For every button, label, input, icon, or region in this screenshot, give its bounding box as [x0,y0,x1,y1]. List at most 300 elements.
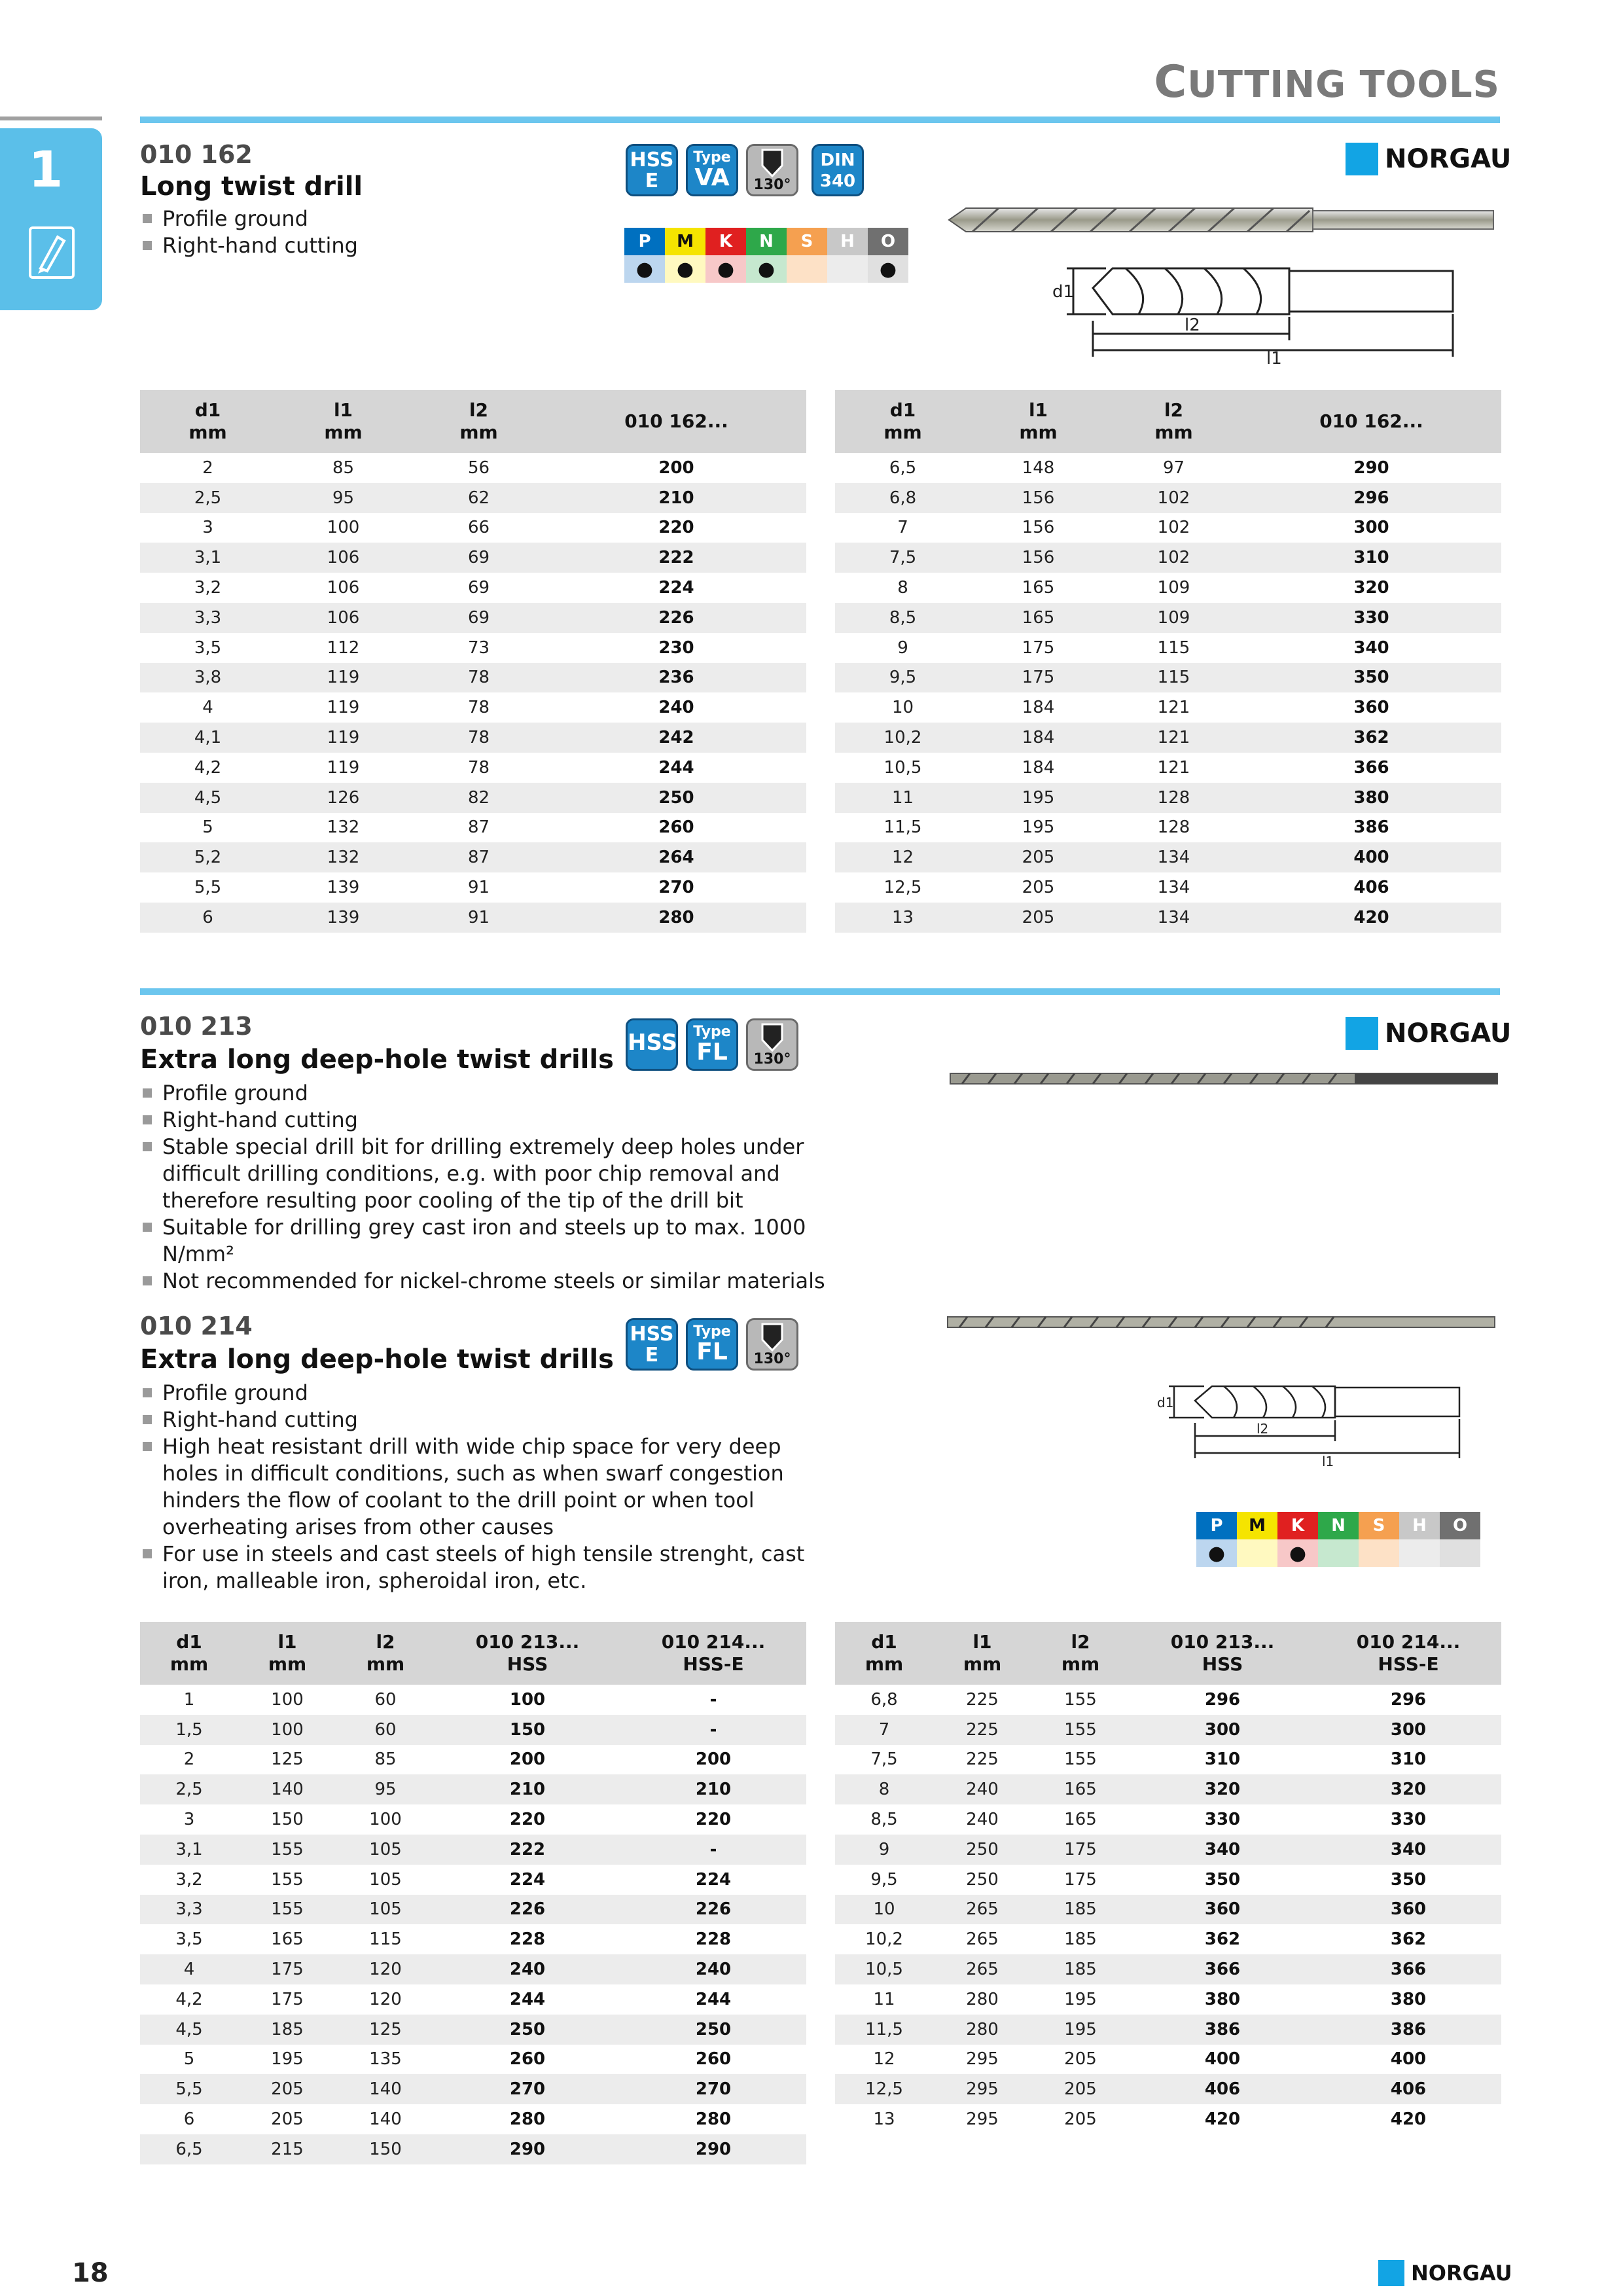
table-row [835,692,1501,723]
table-row [140,573,806,603]
table-cell: 210 [546,483,806,513]
table-row [140,1865,806,1895]
table-row [835,2015,1501,2045]
table-cell: 290 [435,2134,620,2164]
table-cell: 12,5 [835,2074,933,2104]
table-cell: 250 [620,2015,806,2045]
table-cell: 205 [1031,2074,1130,2104]
table-cell: 195 [271,2049,304,2070]
table-cell: 10 [891,698,914,718]
table-cell: 244 [658,757,694,778]
material-dot [1237,1539,1277,1567]
table-cell: 360 [1130,1895,1315,1925]
table-cell: 5 [183,2049,195,2070]
table-cell: 73 [467,637,490,658]
table-cell: 230 [658,637,694,658]
table-cell: 205 [238,2074,336,2104]
table-cell: 9,5 [870,1869,898,1890]
material-h: H [827,228,868,255]
table-cell: 165 [1031,1774,1130,1804]
table-cell: 400 [1204,2049,1241,2070]
list-item: Right-hand cutting [140,232,794,259]
table-cell: 100 [369,1810,402,1830]
table-cell: 12,5 [883,878,922,898]
col-header-code: 010 162... [546,390,806,453]
table-cell: 2 [183,1749,195,1770]
table-row [140,603,806,633]
table-cell: 102 [1106,483,1241,513]
table-row [140,2104,806,2134]
table-cell: 120 [336,1954,435,1984]
table-row [140,1984,806,2015]
material-dot: ● [1196,1539,1237,1567]
table-row [140,1954,806,1984]
table-row [140,1745,806,1775]
table-cell: 10,2 [835,723,971,753]
chapter-tab [0,128,102,310]
table-cell: 140 [238,1774,336,1804]
material-n: N [746,228,787,255]
material-p: P [1196,1512,1237,1539]
dim-l1-label: l1 [1322,1454,1334,1469]
table-cell: 185 [1031,1954,1130,1984]
col-header-d1: d1 mm [835,390,971,453]
table-row [835,1924,1501,1954]
table-row [835,633,1501,663]
list-item: Right-hand cutting [140,1107,834,1134]
table-cell: 210 [620,1774,806,1804]
table-row [140,753,806,783]
list-item: Stable special drill bit for drilling extremely deep holes under difficult drilling conditions, e.g. with poor chip removal and therefore resulting poor cooling of the tip of the drill bit [140,1134,834,1214]
table-row [835,872,1501,903]
drill-dimension-drawing [1152,1371,1472,1469]
table-cell: 290 [620,2134,806,2164]
table-cell: 134 [1157,878,1190,898]
table-row [835,1895,1501,1925]
table-cell: 320 [1353,578,1389,598]
table-cell: 125 [336,2015,435,2045]
table-cell: 330 [1204,1810,1241,1830]
table-row [140,1774,806,1804]
table-cell: 225 [966,1749,999,1770]
table-row [835,483,1501,513]
table-cell: 222 [546,543,806,573]
table-row [835,453,1501,483]
table-row [835,723,1501,753]
table-cell: 69 [411,543,546,573]
table-cell: 300 [1353,518,1389,538]
table-cell: 362 [1241,723,1501,753]
table-row [835,753,1501,783]
table-cell: 100 [238,1715,336,1745]
list-item: Right-hand cutting [140,1407,834,1433]
dim-l2-label: l2 [1257,1421,1269,1437]
table-row [140,1835,806,1865]
table-cell: 1 [183,1689,195,1710]
logo-square-icon [1346,143,1378,175]
table-cell: 132 [327,817,360,838]
table-cell: 380 [1204,1989,1241,2009]
table-cell: 134 [1106,903,1241,933]
table-cell: 222 [435,1835,620,1865]
table-cell: 242 [546,723,806,753]
table-cell: 13 [835,903,971,933]
table-cell: 85 [374,1749,397,1770]
col-header-010214: 010 214... HSS-E [620,1622,806,1685]
table-cell: 155 [1064,1689,1097,1710]
table-cell: 340 [1353,637,1389,658]
table-cell: 280 [509,2109,546,2130]
table-cell: - [620,1835,806,1865]
table-cell: 148 [1022,457,1055,478]
table-row [835,573,1501,603]
table-cell: 3,2 [194,578,222,598]
table-cell: 175 [238,1954,336,1984]
table-cell: 100 [509,1689,546,1710]
table-cell: 3,2 [175,1869,203,1890]
table-cell: 310 [1204,1749,1241,1770]
table-cell: 366 [1130,1954,1315,1984]
table-cell: 296 [1241,483,1501,513]
material-s: S [1359,1512,1399,1539]
table-cell: 420 [1204,2109,1241,2130]
table-cell: 150 [336,2134,435,2164]
table-cell: 195 [1031,2015,1130,2045]
section3-table-left [140,1622,806,2164]
table-row [140,723,806,753]
table-cell: 3,1 [140,1835,238,1865]
table-row [140,483,806,513]
table-cell: 100 [271,1689,304,1710]
table-row [835,1984,1501,2015]
table-cell: 8,5 [835,603,971,633]
table-cell: 126 [276,783,411,813]
table-cell: 95 [336,1774,435,1804]
brand-logo: NORGAU [1346,143,1511,175]
table-cell: 264 [546,842,806,872]
table-cell: 3 [202,518,213,538]
table-cell: 4,1 [140,723,276,753]
table-cell: 280 [933,2015,1031,2045]
table-cell: 184 [1022,757,1055,778]
col-header-010213: 010 213... HSS [1130,1622,1315,1685]
list-item: High heat resistant drill with wide chip space for very deep holes in difficult conditions, such as when swarf congestion hinders the flow of coolant to the drill point or when tool overheating arises from other causes [140,1433,834,1541]
table-row [835,1954,1501,1984]
type-va-badge: Type VA [686,144,738,196]
table-row [140,453,806,483]
table-cell: 260 [695,2049,732,2070]
col-header-010213: 010 213... HSS [435,1622,620,1685]
table-cell: 11 [835,783,971,813]
col-header-l2: l2 mm [1106,390,1241,453]
table-row [140,872,806,903]
col-header-010214: 010 214... HSS-E [1315,1622,1501,1685]
material-p: P [624,228,665,255]
col-header-d1: d1 mm [835,1622,933,1685]
table-cell: 66 [467,518,490,538]
table-cell: 4,5 [140,2015,238,2045]
table-cell: 220 [658,518,694,538]
table-cell: 155 [1064,1749,1097,1770]
material-dot: ● [746,255,787,283]
table-cell: 200 [658,457,694,478]
material-dot: ● [705,255,746,283]
material-k: K [1277,1512,1318,1539]
table-cell: 280 [546,903,806,933]
table-row [140,2074,806,2104]
table-row [140,903,806,933]
dim-l1-label: l1 [1266,349,1282,367]
dim-d1-label: d1 [1052,282,1075,302]
table-cell: 134 [1106,842,1241,872]
col-header-l1: l1 mm [276,390,411,453]
table-row [835,1865,1501,1895]
table-row [140,1804,806,1835]
table-row [140,813,806,843]
table-cell: 244 [695,1989,732,2009]
table-cell: 175 [1064,1869,1097,1890]
table-cell: 7,5 [835,543,971,573]
table-cell: 139 [327,878,360,898]
table-cell: 3,8 [140,663,276,693]
table-cell: 120 [369,1989,402,2009]
table-cell: 4 [140,1954,238,1984]
table-cell: 125 [271,1749,304,1770]
chapter-number: 1 [28,140,63,198]
table-cell: 112 [327,637,360,658]
table-cell: 265 [933,1954,1031,1984]
table-cell: 12 [835,842,971,872]
table-cell: 1,5 [140,1715,238,1745]
section2-bullets [140,1080,834,1295]
table-cell: 280 [695,2109,732,2130]
table-cell: 155 [238,1895,336,1925]
table-cell: 295 [966,2109,999,2130]
table-cell: 119 [327,757,360,778]
table-cell: 185 [1064,1929,1097,1950]
table-cell: 102 [1157,518,1190,538]
table-cell: 11 [873,1989,895,2009]
table-row [835,1745,1501,1775]
table-row [835,813,1501,843]
table-cell: 2,5 [140,1774,238,1804]
table-cell: 106 [327,578,360,598]
table-cell: 9 [897,637,908,658]
table-cell: 296 [1390,1689,1427,1710]
hss-e-badge: HSS E [626,144,678,196]
table-cell: 240 [933,1774,1031,1804]
table-cell: 205 [271,2109,304,2130]
table-cell: 240 [966,1810,999,1830]
table-cell: 195 [1022,817,1055,838]
table-row [140,1924,806,1954]
table-cell: 121 [1157,757,1190,778]
table-cell: 5,2 [140,842,276,872]
table-cell: 386 [1353,817,1389,838]
table-cell: 105 [336,1895,435,1925]
table-cell: 226 [546,603,806,633]
col-header-d1: d1 mm [140,390,276,453]
table-cell: 195 [1064,1989,1097,2009]
table-cell: 175 [1031,1835,1130,1865]
table-cell: 100 [327,518,360,538]
table-cell: 9 [835,1835,933,1865]
table-cell: 13 [873,2109,895,2130]
table-cell: 366 [1315,1954,1501,1984]
table-cell: 91 [411,903,546,933]
table-cell: 185 [238,2015,336,2045]
table-cell: 300 [1315,1715,1501,1745]
table-cell: 69 [411,603,546,633]
table-cell: 5,5 [194,878,222,898]
type-fl-badge: Type FL [686,1018,738,1071]
table-cell: 184 [1022,698,1055,718]
table-cell: 62 [411,483,546,513]
table-cell: 240 [435,1954,620,1984]
table-cell: 380 [1390,1989,1427,2009]
table-cell: 236 [546,663,806,693]
table-row [140,633,806,663]
table-cell: 250 [546,783,806,813]
table-cell: 155 [271,1869,304,1890]
table-cell: 165 [271,1929,304,1950]
table-cell: 11,5 [883,817,922,838]
material-dot [1399,1539,1440,1567]
table-cell: 5,5 [140,2074,238,2104]
table-cell: 56 [467,457,490,478]
section1-table-right [835,390,1501,933]
table-cell: 350 [1390,1869,1427,1890]
table-cell: 175 [1022,637,1055,658]
table-row [835,2074,1501,2104]
table-row [835,513,1501,543]
table-cell: 10 [835,1895,933,1925]
col-header-l2: l2 mm [336,1622,435,1685]
table-cell: 300 [1130,1715,1315,1745]
list-item: For use in steels and cast steels of high tensile strenght, cast iron, malleable iron, spheroidal iron, etc. [140,1541,834,1594]
table-cell: 406 [1315,2074,1501,2104]
drill-photo-extra-long-hsse [946,1314,1496,1330]
table-cell: 165 [1022,578,1055,598]
material-dot: ● [665,255,705,283]
table-cell: 330 [1390,1810,1427,1830]
table-cell: 7,5 [870,1749,898,1770]
table-cell: 11,5 [835,2015,933,2045]
table-cell: 109 [1157,578,1190,598]
table-cell: 102 [1106,543,1241,573]
table-cell: 250 [966,1869,999,1890]
table-cell: 250 [435,2015,620,2045]
table-cell: 10,5 [883,757,922,778]
table-row [140,1685,806,1715]
table-cell: 7 [835,1715,933,1745]
table-cell: 3,5 [175,1929,203,1950]
table-cell: 224 [658,578,694,598]
table-cell: 175 [971,663,1106,693]
table-cell: 205 [971,903,1106,933]
table-cell: 280 [966,1989,999,2009]
footer-brand-logo: NORGAU [1378,2259,1512,2286]
table-cell: 128 [1106,783,1241,813]
table-cell: 69 [467,578,490,598]
table-cell: 5 [202,817,213,838]
table-cell: 184 [971,723,1106,753]
table-cell: 6 [183,2109,195,2130]
drill-tip-icon [748,146,796,179]
list-item: Profile ground [140,1380,834,1407]
table-row [835,842,1501,872]
table-cell: 78 [411,663,546,693]
table-cell: 87 [411,842,546,872]
col-header-code: 010 162... [1241,390,1501,453]
table-cell: 225 [966,1689,999,1710]
table-cell: 155 [238,1835,336,1865]
table-cell: 270 [620,2074,806,2104]
table-row [140,2134,806,2164]
table-cell: 420 [1241,903,1501,933]
table-cell: 12 [873,2049,895,2070]
table-cell: 350 [1241,663,1501,693]
material-dot [1440,1539,1480,1567]
table-cell: 386 [1130,2015,1315,2045]
table-cell: 195 [971,783,1106,813]
table-cell: 400 [1241,842,1501,872]
table-row [140,2015,806,2045]
table-cell: 165 [971,603,1106,633]
table-cell: 205 [971,842,1106,872]
table-cell: 205 [1064,2109,1097,2130]
material-h: H [1399,1512,1440,1539]
table-cell: 295 [933,2074,1031,2104]
table-row [140,1895,806,1925]
table-cell: 270 [435,2074,620,2104]
table-cell: 78 [411,723,546,753]
table-cell: 115 [1106,663,1241,693]
table-cell: 296 [1204,1689,1241,1710]
section2-title: Extra long deep-hole twist drills [140,1045,614,1075]
table-cell: 97 [1162,457,1185,478]
table-cell: 200 [509,1749,546,1770]
table-cell: 175 [271,1989,304,2009]
table-cell: 135 [369,2049,402,2070]
table-cell: 220 [509,1810,546,1830]
table-cell: 295 [966,2049,999,2070]
table-cell: 260 [658,817,694,838]
table-cell: 250 [933,1835,1031,1865]
table-cell: 224 [509,1869,546,1890]
table-cell: 3,3 [140,1895,238,1925]
table-cell: 265 [966,1929,999,1950]
hss-badge: HSS [626,1018,678,1071]
table-cell: 9,5 [835,663,971,693]
table-cell: 205 [1064,2049,1097,2070]
material-s: S [787,228,827,255]
list-item: Suitable for drilling grey cast iron and steels up to max. 1000 N/mm² [140,1214,834,1268]
table-row [835,1804,1501,1835]
material-dot: ● [868,255,908,283]
section2-code: 010 213 [140,1012,253,1041]
table-cell: 290 [1353,457,1389,478]
table-cell: 82 [411,783,546,813]
table-cell: 119 [276,663,411,693]
logo-square-icon [1378,2260,1404,2286]
table-cell: 185 [1031,1895,1130,1925]
table-cell: 3,1 [140,543,276,573]
section3-code: 010 214 [140,1312,253,1340]
section1-title: Long twist drill [140,171,363,202]
material-k: K [705,228,746,255]
page-number: 18 [72,2258,109,2288]
